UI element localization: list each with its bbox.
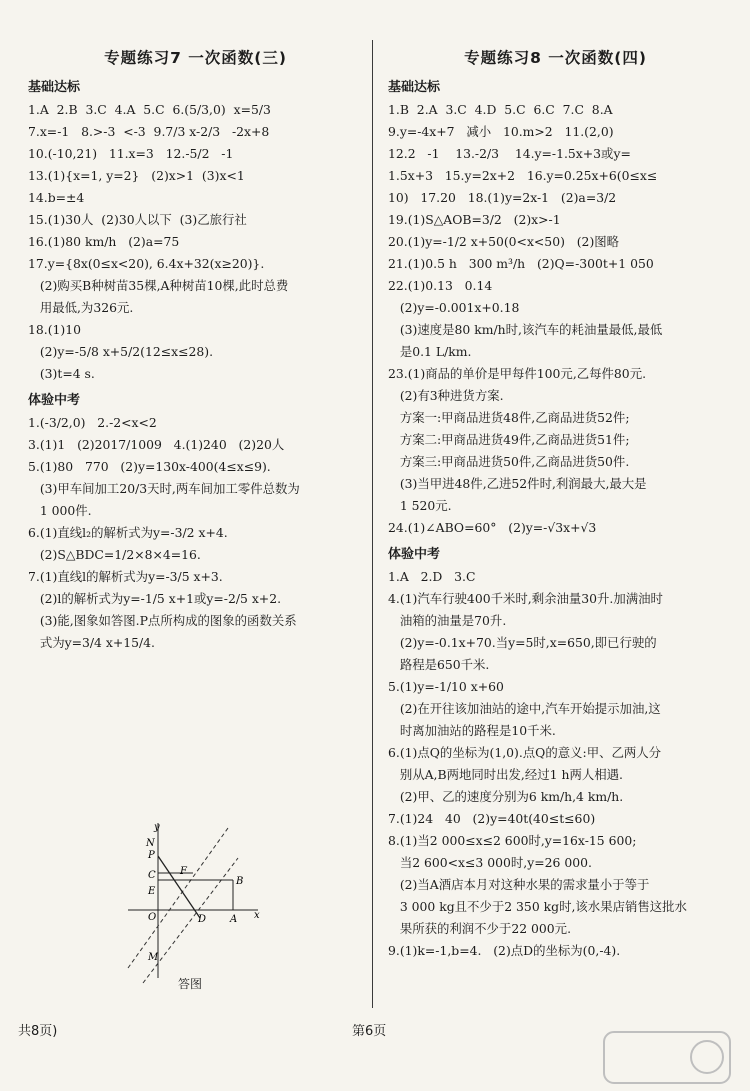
answer-line: (3)能,图象如答图.P点所构成的图象的函数关系: [28, 613, 297, 628]
answer-line: 式为y=3/4 x+15/4.: [28, 635, 155, 650]
answer-line: 10) 17.20 18.(1)y=2x-1 (2)a=3/2: [388, 190, 617, 205]
answer-line: 方案一:甲商品进货48件,乙商品进货52件;: [388, 410, 630, 425]
answer-line: 5.(1)y=-1/10 x+60: [388, 679, 504, 694]
answer-line: (2)y=-0.001x+0.18: [388, 300, 520, 315]
answer-line: 7.x=-1 8.>-3 <-3 9.7/3 x-2/3 -2x+8: [28, 124, 270, 139]
answer-line: 当2 600<x≤3 000时,y=26 000.: [388, 855, 592, 870]
fig-label: x: [254, 910, 260, 921]
answer-line: 18.(1)10: [28, 322, 82, 337]
answer-line: 23.(1)商品的单价是甲每件100元,乙每件80元.: [388, 366, 647, 381]
answer-line: 用最低,为326元.: [28, 300, 134, 315]
dashed-line-upper: [128, 828, 228, 968]
answer-line: (3)t=4 s.: [28, 366, 95, 381]
section-heading: 基础达标: [28, 80, 81, 95]
answer-line: 1.A 2.B 3.C 4.A 5.C 6.(5/3,0) x=5/3: [28, 102, 271, 117]
page-total: 共8页): [18, 1024, 58, 1039]
answer-line: 17.y={8x(0≤x<20), 6.4x+32(x≥20)}.: [28, 256, 265, 271]
answer-line: 20.(1)y=-1/2 x+50(0<x<50) (2)图略: [388, 234, 620, 249]
answer-line: (2)l的解析式为y=-1/5 x+1或y=-2/5 x+2.: [28, 591, 282, 606]
watermark-logo: [602, 1030, 732, 1085]
section-heading: 基础达标: [388, 80, 441, 95]
fig-label: A: [230, 914, 238, 925]
column-divider: [372, 40, 373, 1008]
answer-line: 是0.1 L/km.: [388, 344, 472, 359]
answer-line: 果所获的利润不少于22 000元.: [388, 921, 572, 936]
answer-line: 7.(1)24 40 (2)y=40t(40≤t≤60): [388, 811, 596, 826]
answer-line: 1.(-3/2,0) 2.-2<x<2: [28, 415, 157, 430]
answer-line: (3)当甲进48件,乙进52件时,利润最大,最大是: [388, 476, 647, 491]
fig-label: N: [146, 838, 155, 849]
answer-line: 3 000 kg且不少于2 350 kg时,该水果店销售这批水: [388, 899, 687, 914]
page-number: 第6页: [352, 1024, 387, 1039]
answer-line: (2)y=-5/8 x+5/2(12≤x≤28).: [28, 344, 214, 359]
answer-line: (2)在开往该加油站的途中,汽车开始提示加油,这: [388, 701, 661, 716]
fig-label: F: [180, 866, 187, 877]
answer-line: 24.(1)∠ABO=60° (2)y=-√3x+√3: [388, 520, 597, 535]
answer-line: (2)有3种进货方案.: [388, 388, 504, 403]
answer-line: 9.y=-4x+7 减小 10.m>2 11.(2,0): [388, 124, 614, 139]
answer-line: 6.(1)点Q的坐标为(1,0).点Q的意义:甲、乙两人分: [388, 745, 662, 760]
answer-line: 5.(1)80 770 (2)y=130x-400(4≤x≤9).: [28, 459, 271, 474]
dashed-line-lower: [143, 858, 238, 983]
answer-line: 油箱的油量是70升.: [388, 613, 507, 628]
answer-line: (2)S△BDC=1/2×8×4=16.: [28, 547, 201, 562]
answer-line: (3)甲车间加工20/3天时,两车间加工零件总数为: [28, 481, 300, 496]
answer-line: 7.(1)直线l的解析式为y=-3/5 x+3.: [28, 569, 223, 584]
answer-line: 19.(1)S△AOB=3/2 (2)x>-1: [388, 212, 561, 227]
answer-line: 8.(1)当2 000≤x≤2 600时,y=16x-15 600;: [388, 833, 637, 848]
answer-line: (3)速度是80 km/h时,该汽车的耗油量最低,最低: [388, 322, 663, 337]
answer-line: 1.A 2.D 3.C: [388, 569, 476, 584]
answer-line: 路程是650千米.: [388, 657, 490, 672]
answer-line: 13.(1){x=1, y=2} (2)x>1 (3)x<1: [28, 168, 245, 183]
fig-label: B: [236, 876, 244, 887]
answer-line: 6.(1)直线l₂的解析式为y=-3/2 x+4.: [28, 525, 228, 540]
right-section-exam: [388, 543, 723, 962]
answer-line: (2)购买B种树苗35棵,A种树苗10棵,此时总费: [28, 278, 289, 293]
answer-line: (2)当A酒店本月对这种水果的需求量小于等于: [388, 877, 650, 892]
left-title: 专题练习7 一次函数(三): [104, 49, 287, 67]
left-column: [28, 46, 363, 654]
answer-line: 15.(1)30人 (2)30人以下 (3)乙旅行社: [28, 212, 247, 227]
fig-label: P: [148, 850, 155, 861]
answer-line: 14.b=±4: [28, 190, 85, 205]
right-column: [388, 46, 723, 962]
answer-line: (2)甲、乙的速度分别为6 km/h,4 km/h.: [388, 789, 624, 804]
answer-line: (2)y=-0.1x+70.当y=5时,x=650,即已行驶的: [388, 635, 657, 650]
answer-line: 1.5x+3 15.y=2x+2 16.y=0.25x+6(0≤x≤: [388, 168, 658, 183]
fig-label: E: [148, 886, 156, 897]
section-heading: 体验中考: [388, 547, 441, 562]
answer-line: 别从A,B两地同时出发,经过1 h两人相遇.: [388, 767, 623, 782]
answer-line: 方案三:甲商品进货50件,乙商品进货50件.: [388, 454, 630, 469]
answer-line: 10.(-10,21) 11.x=3 12.-5/2 -1: [28, 146, 234, 161]
fig-label: C: [148, 870, 156, 881]
fig-label: D: [198, 914, 207, 925]
fig-label: O: [148, 912, 157, 923]
right-section-basic: [388, 76, 723, 539]
answer-figure: [118, 818, 268, 988]
answer-line: 1 520元.: [388, 498, 452, 513]
answer-line: 1 000件.: [28, 503, 92, 518]
answer-line: 1.B 2.A 3.C 4.D 5.C 6.C 7.C 8.A: [388, 102, 613, 117]
answer-line: 12.2 -1 13.-2/3 14.y=-1.5x+3或y=: [388, 146, 631, 161]
left-section-basic: [28, 76, 363, 385]
answer-line: 时离加油站的路程是10千米.: [388, 723, 556, 738]
answer-line: 21.(1)0.5 h 300 m³/h (2)Q=-300t+1 050: [388, 256, 654, 271]
figure-caption: 答图: [178, 977, 203, 991]
answer-line: 方案二:甲商品进货49件,乙商品进货51件;: [388, 432, 630, 447]
right-title: 专题练习8 一次函数(四): [464, 49, 647, 67]
fig-label: M: [148, 952, 159, 963]
section-heading: 体验中考: [28, 393, 81, 408]
answer-line: 3.(1)1 (2)2017/1009 4.(1)240 (2)20人: [28, 437, 285, 452]
answer-line: 22.(1)0.13 0.14: [388, 278, 493, 293]
segment-pd: [158, 856, 200, 918]
fig-label: y: [154, 822, 160, 833]
answer-line: 9.(1)k=-1,b=4. (2)点D的坐标为(0,-4).: [388, 943, 621, 958]
left-section-exam: [28, 389, 363, 654]
answer-line: 16.(1)80 km/h (2)a=75: [28, 234, 180, 249]
answer-line: 4.(1)汽车行驶400千米时,剩余油量30升.加满油时: [388, 591, 663, 606]
